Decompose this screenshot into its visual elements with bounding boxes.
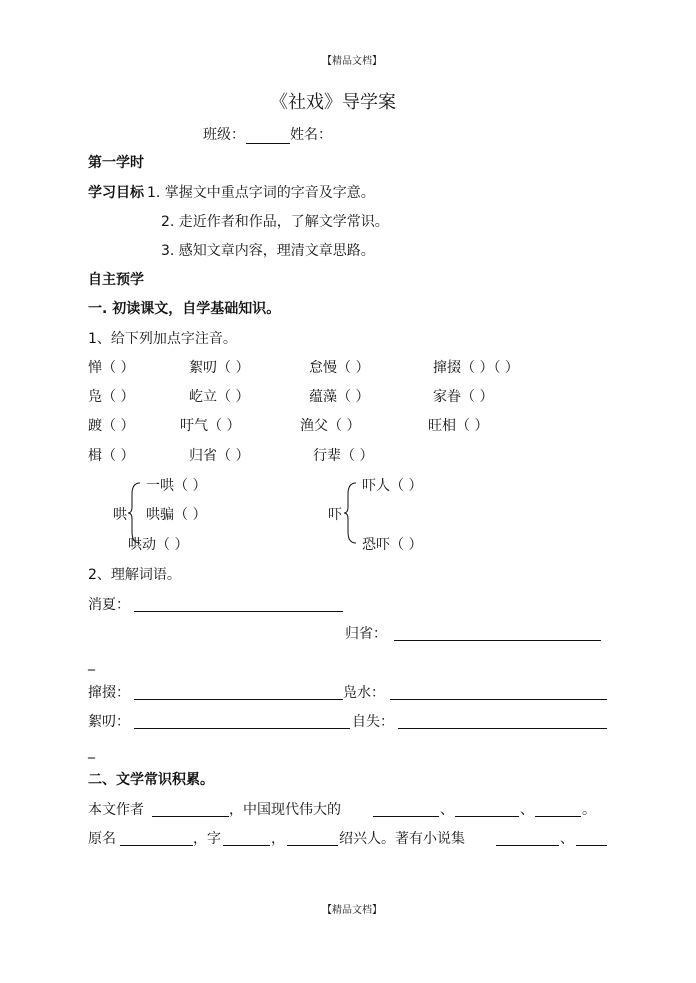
pinyin-item: 家眷（ ） [433,389,494,405]
question-2: 2、理解词语。 [88,567,181,583]
lesson-heading: 第一学时 [88,155,144,171]
answer-blank[interactable] [134,611,343,612]
term-label: 絮叨： [88,714,130,730]
pinyin-item: 吁气（ ） [180,418,241,434]
answer-blank[interactable] [398,728,607,729]
answer-blank[interactable] [223,845,270,846]
objectives-label: 学习目标 [88,185,144,201]
hong-item: 哄骗（ ） [146,507,207,523]
dash-mark: _ [88,655,95,671]
answer-blank[interactable] [373,816,439,817]
pinyin-item: 旺相（ ） [428,418,489,434]
pinyin-item: 归省（ ） [189,448,250,464]
hong-item: 哄动（ ） [128,537,189,553]
xia-char: 吓 [328,507,342,523]
term-label: 自失： [352,714,394,730]
answer-blank[interactable] [134,728,350,729]
answer-blank[interactable] [496,845,559,846]
objective-3: 3. 感知文章内容，理清文章思路。 [161,243,375,259]
answer-blank[interactable] [134,699,343,700]
fill-text: ，字 [193,831,221,847]
term-label: 凫水： [343,685,385,701]
part2-title: 二、文学常识积累。 [88,772,214,788]
fill-text: 本文作者 [88,802,144,818]
fill-text: 绍兴人。著有小说集 [339,831,465,847]
page-title: 《社戏》导学案 [270,92,396,113]
term-label: 撺掇： [88,685,130,701]
term-label: 归省： [345,626,387,642]
pinyin-item: 撺掇（ ）（ ） [433,360,519,376]
xia-item: 吓人（ ） [362,478,423,494]
hong-item: 一哄（ ） [146,478,207,494]
pinyin-item: 渔父（ ） [300,418,361,434]
answer-blank[interactable] [152,816,229,817]
fill-text: ，中国现代伟大的 [229,802,341,818]
objective-2: 2. 走近作者和作品，了解文学常识。 [161,214,389,230]
pinyin-item: 惮（ ） [88,360,135,376]
answer-blank[interactable] [394,640,601,641]
answer-blank[interactable] [287,845,338,846]
hong-brace [128,482,142,544]
fill-text: 。 [582,802,596,818]
fill-text: 、 [520,802,534,818]
self-study-heading: 自主预学 [88,272,144,288]
page-header: 【精品文档】 [322,56,382,67]
pinyin-item: 蕴藻（ ） [309,389,370,405]
pinyin-item: 行辈（ ） [313,448,374,464]
question-1: 1、给下列加点字注音。 [88,331,237,347]
objective-1: 1. 掌握文中重点字词的字音及字意。 [147,185,375,201]
pinyin-item: 楫（ ） [88,448,135,464]
pinyin-item: 怠慢（ ） [309,360,370,376]
hong-char: 哄 [113,507,127,523]
answer-blank[interactable] [390,699,607,700]
name-label: 姓名： [290,127,332,143]
xia-item: 恐吓（ ） [362,537,423,553]
class-blank[interactable] [246,143,290,144]
class-label: 班级： [203,127,245,143]
pinyin-item: 凫（ ） [88,389,135,405]
answer-blank[interactable] [576,845,607,846]
answer-blank[interactable] [120,845,193,846]
answer-blank[interactable] [535,816,581,817]
pinyin-item: 絮叨（ ） [189,360,250,376]
part1-title: 一. 初读课文，自学基础知识。 [88,301,281,317]
answer-blank[interactable] [455,816,519,817]
xia-brace [344,482,358,544]
page-footer: 【精品文档】 [322,905,382,916]
term-label: 消夏： [88,597,130,613]
fill-text: 、 [560,831,574,847]
dash-mark: _ [88,743,95,759]
fill-text: 原名 [88,831,116,847]
fill-text: 、 [440,802,454,818]
pinyin-item: 踱（ ） [88,418,135,434]
pinyin-item: 屹立（ ） [189,389,250,405]
fill-text: ， [271,831,285,847]
